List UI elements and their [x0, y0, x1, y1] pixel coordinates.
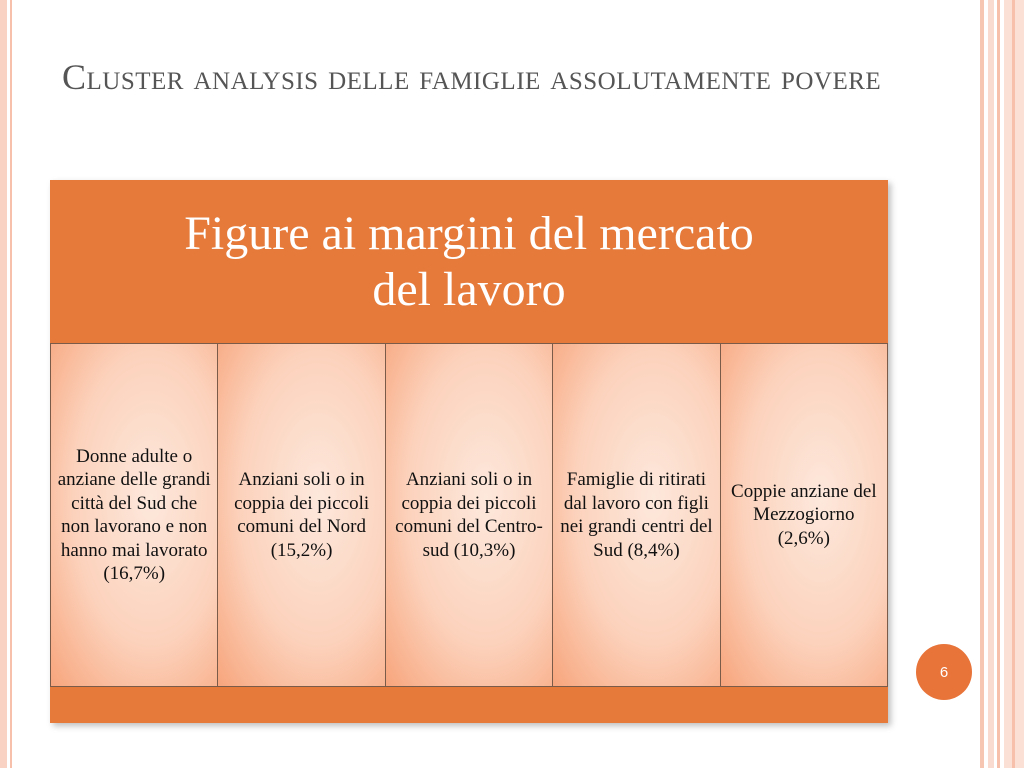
- right-border-stripe: [988, 0, 994, 768]
- diagram-box: Anziani soli o in coppia dei piccoli comuni del Nord (15,2%): [217, 343, 385, 687]
- diagram-header: [50, 180, 888, 343]
- right-border-stripe: [997, 0, 1000, 768]
- right-border-stripe: [1012, 0, 1015, 768]
- diagram-box: Donne adulte o anziane delle grandi città del Sud che non lavorano e non hanno mai lavorato (16,7%): [50, 343, 218, 687]
- diagram-boxes: [50, 343, 888, 687]
- hierarchy-diagram: [50, 180, 888, 723]
- page-number-badge: 6: [916, 644, 972, 700]
- diagram-box: Famiglie di ritirati dal lavoro con figli nei grandi centri del Sud (8,4%): [552, 343, 720, 687]
- diagram-header-text: Figure ai margini del mercato del lavoro: [184, 206, 754, 316]
- right-border-stripe: [980, 0, 984, 768]
- slide-title: Cluster analysis delle famiglie assolutamente povere: [62, 57, 882, 97]
- diagram-box: Coppie anziane del Mezzogiorno (2,6%): [720, 343, 888, 687]
- diagram-box: Anziani soli o in coppia dei piccoli comuni del Centro-sud (10,3%): [385, 343, 553, 687]
- left-border-decoration: [0, 0, 7, 768]
